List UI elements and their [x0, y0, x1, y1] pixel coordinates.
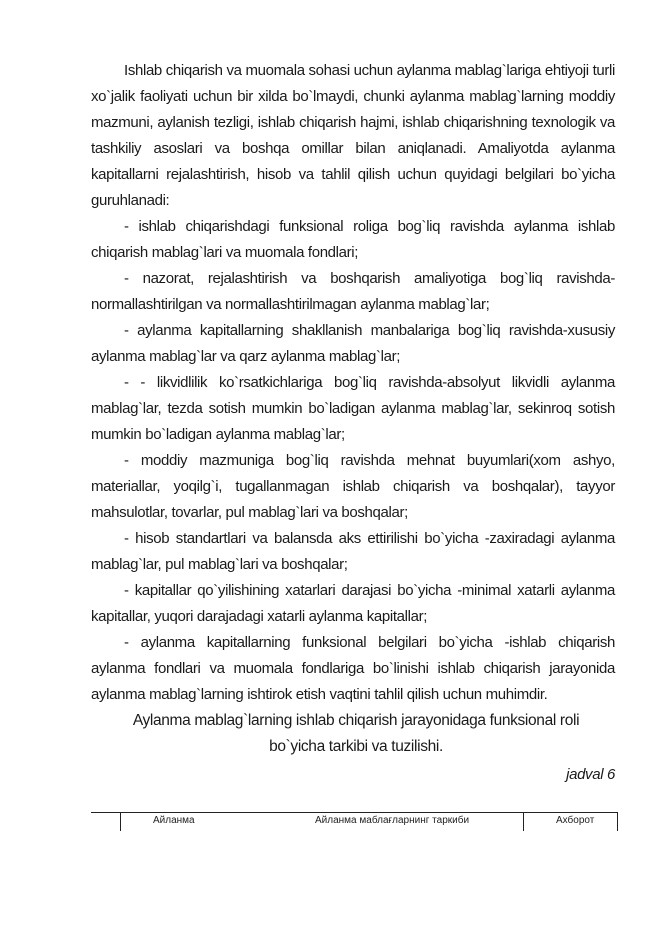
table-header-col2: Айланма маблағларнинг таркиби [315, 815, 470, 826]
list-item-functional-role: - ishlab chiqarishdagi funksional roliga bog`liq ravishda aylanma ishlab chiqarish mablag`lari va muomala fondlari; [91, 218, 615, 261]
document-body [91, 58, 615, 788]
list-item-risk-level: - kapitallar qo`yilishining xatarlari darajasi bo`yicha -minimal xatarli aylanma kapitallar, yuqori darajadagi xatarli aylanma kapitallar; [91, 582, 615, 625]
list-item-formation-sources: - aylanma kapitallarning shakllanish manbalariga bog`liq ravishda-xususiy aylanma mablag`lar va qarz aylanma mablag`lar; [91, 322, 615, 365]
list-item-liquidity: - - likvidlilik ko`rsatkichlariga bog`liq ravishda-absolyut likvidli aylanma mablag`lar, tezda sotish mumkin bo`ladigan aylanma mablag`lar, sekinroq sotish mumkin bo`ladigan aylanma mablag`lar; [91, 374, 615, 443]
table-header-col3: Ахборот [556, 815, 595, 826]
list-item-material-content: - moddiy mazmuniga bog`liq ravishda mehnat buyumlari(xom ashyo, materiallar, yoqilg`i, tugallanmagan ishlab chiqarish va boshqalar), tayyor mahsulotlar, tovarlar, pul mablag`lari va boshqalar; [91, 452, 615, 521]
list-item-accounting-standards: - hisob standartlari va balansda aks ettirilishi bo`yicha -zaxiradagi aylanma mablag`lar, pul mablag`lari va boshqalar; [91, 530, 615, 573]
table-header-col1: Айланма [153, 815, 195, 826]
table-divider [523, 813, 524, 831]
table-header-row [91, 812, 618, 831]
table-title: Aylanma mablag`larning ishlab chiqarish jarayonidaga funksional roli bo`yicha tarkibi va tuzilishi. [132, 712, 580, 755]
table-divider [120, 813, 121, 831]
list-item-functional-features: - aylanma kapitallarning funksional belgilari bo`yicha -ishlab chiqarish aylanma fondlari va muomala fondlariga bo`linishi ishlab chiqarish jarayonida aylanma mablag`larning ishtirok etish vaqtini tahlil qilish uchun muhimdir. [91, 634, 615, 703]
list-item-control-planning: - nazorat, rejalashtirish va boshqarish amaliyotiga bog`liq ravishda-normallashtirilgan va normallashtirilmagan aylanma mablag`lar; [91, 270, 615, 313]
table-label: jadval 6 [566, 766, 615, 783]
paragraph-intro: Ishlab chiqarish va muomala sohasi uchun aylanma mablag`lariga ehtiyoji turli xo`jalik faoliyati uchun bir xilda bo`lmaydi, chunki aylanma mablag`larning moddiy mazmuni, aylanish tezligi, ishlab chiqarish hajmi, ishlab chiqarishning texnologik va tashkiliy asoslari va boshqa omillar bilan aniqlanadi. Amaliyotda aylanma kapitallarni rejalashtirish, hisob va tahlil qilish uchun quyidagi belgilari bo`yicha guruhlanadi: [91, 62, 615, 209]
table-divider [617, 813, 618, 831]
